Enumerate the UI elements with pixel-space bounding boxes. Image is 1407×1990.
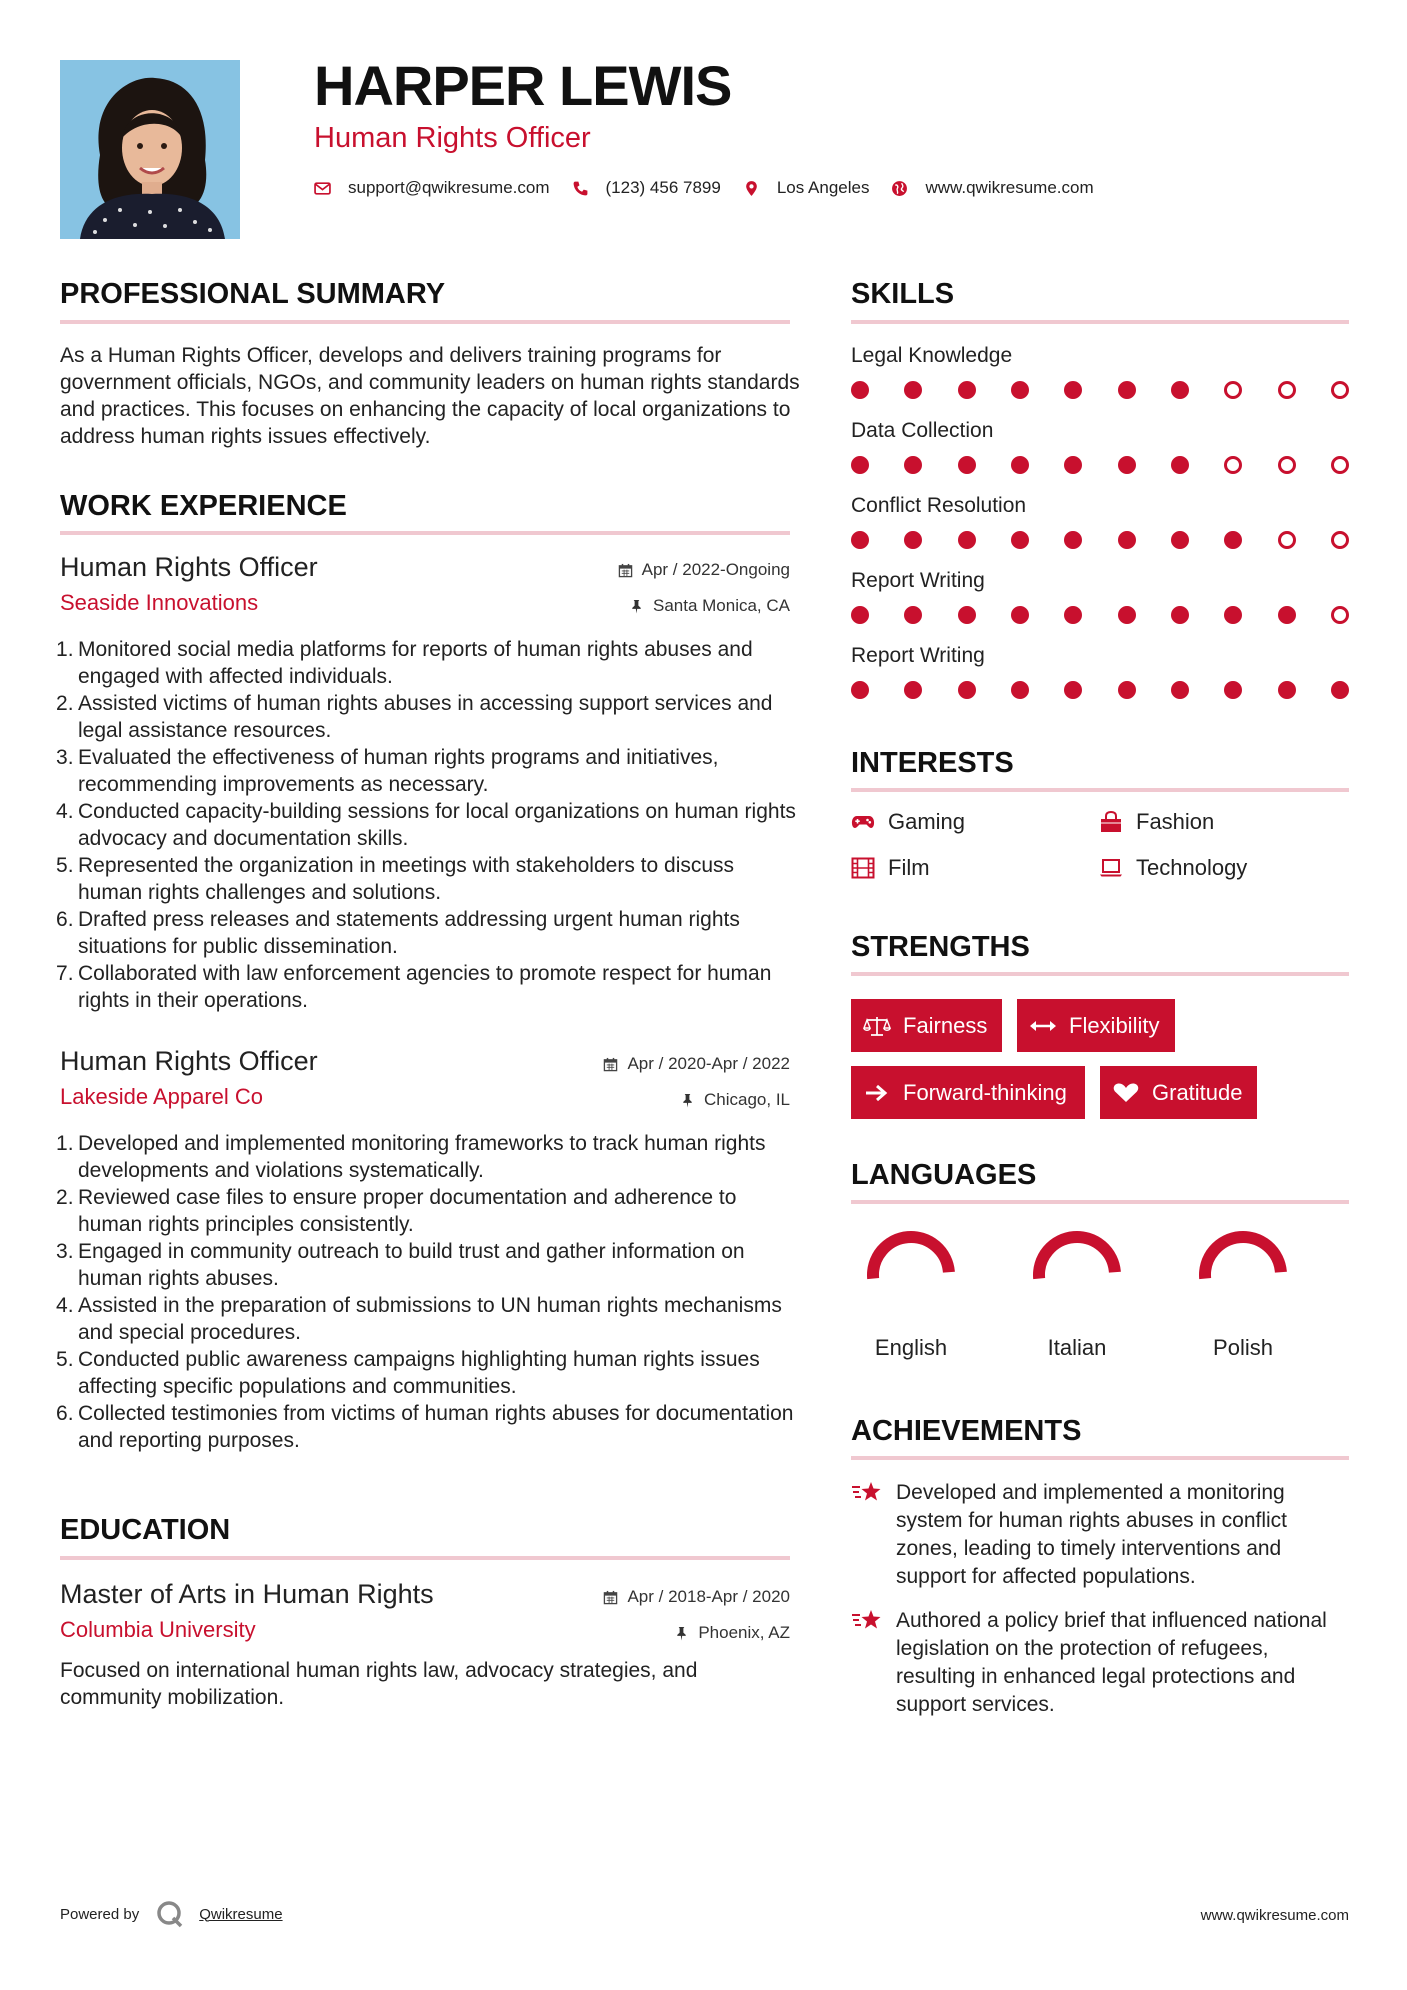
strength-tag-flexibility [1017, 999, 1175, 1052]
summary-heading: PROFESSIONAL SUMMARY [60, 278, 446, 310]
skill-dot-filled [1118, 456, 1136, 474]
strength-tag-gratitude [1100, 1066, 1257, 1119]
language-3-arc [1205, 1237, 1281, 1279]
job-2-date-text: Apr / 2020-Apr / 2022 [627, 1054, 790, 1073]
job-2-role: Human Rights Officer [60, 1046, 318, 1076]
experience-divider [60, 531, 790, 535]
contact-email[interactable] [314, 178, 550, 198]
list-item: Monitored social media platforms for reports of human rights abuses and engaged with affected individuals. [78, 638, 753, 688]
skill-dot-empty [1278, 456, 1296, 474]
achievement-1 [851, 1479, 1351, 1591]
skill-dot-filled [1171, 606, 1189, 624]
job-1-date-text: Apr / 2022-Ongoing [641, 560, 790, 579]
strength-label: Fairness [903, 1012, 988, 1038]
interest-fashion [1099, 809, 1214, 835]
skill-dot-filled [851, 681, 869, 699]
achievement-text: Developed and implemented a monitoring system for human rights abuses in conflict zones, leading to timely interventions and support for affected populations. [896, 1481, 1288, 1588]
skill-dot-filled [1171, 456, 1189, 474]
list-item: Conducted capacity-building sessions for local organizations on human rights advocacy and documentation skills. [78, 800, 796, 850]
language-label: Polish [1213, 1335, 1273, 1360]
skill-dot-empty [1331, 381, 1349, 399]
job-2-date [603, 1054, 790, 1074]
skill-dot-filled [1118, 681, 1136, 699]
skill-dot-filled [1011, 681, 1029, 699]
shooting-star-icon [851, 1479, 883, 1507]
skill-dot-filled [1064, 381, 1082, 399]
strength-label: Gratitude [1152, 1079, 1243, 1105]
candidate-name: HARPER LEWIS [314, 54, 732, 117]
strength-label: Flexibility [1069, 1012, 1160, 1038]
skill-dot-filled [904, 531, 922, 549]
job-2-duties [60, 1130, 800, 1454]
envelope-icon [314, 180, 331, 197]
job-1-date [618, 560, 790, 580]
interests-divider [851, 788, 1349, 792]
summary-divider [60, 320, 790, 324]
list-item: Collected testimonies from victims of human rights abuses for documentation and reporting purposes. [78, 1402, 794, 1452]
skill-dot-empty [1224, 381, 1242, 399]
map-marker-icon [743, 180, 760, 197]
shooting-star-icon [851, 1607, 883, 1635]
skill-dot-filled [1118, 606, 1136, 624]
contact-location [743, 178, 870, 198]
footer-website[interactable]: www.qwikresume.com [1200, 1907, 1349, 1924]
interest-label: Fashion [1136, 809, 1215, 834]
skill-4-name: Report Writing [851, 569, 985, 592]
job-2-location [680, 1090, 790, 1110]
skill-1-rating [851, 381, 1349, 401]
strength-tag-fairness [851, 999, 1002, 1052]
skill-dot-filled [1118, 531, 1136, 549]
language-label: English [874, 1335, 948, 1360]
skill-dot-filled [1064, 681, 1082, 699]
skill-dot-empty [1278, 531, 1296, 549]
shopping-bag-icon [1099, 811, 1123, 833]
education-location-text: Phoenix, AZ [698, 1623, 790, 1642]
strength-label: Forward-thinking [903, 1079, 1067, 1105]
summary-text: As a Human Rights Officer, develops and delivers training programs for government officials, NGOs, and community leaders on human rights standards and practices. This focuses on enhancing the capacity of local organizations to address human rights issues effectively. [60, 344, 800, 448]
powered-by-text: Powered by [60, 1905, 140, 1923]
job-2-location-text: Chicago, IL [704, 1090, 790, 1109]
languages-heading: LANGUAGES [851, 1159, 1037, 1191]
language-italian [1012, 1225, 1142, 1361]
achievements-divider [851, 1456, 1349, 1460]
arrows-horizontal-icon [1029, 1015, 1057, 1037]
skill-dot-empty [1331, 531, 1349, 549]
list-item: Engaged in community outreach to build trust and gather information on human rights abuses. [78, 1240, 745, 1290]
interest-technology [1099, 855, 1247, 881]
skill-dot-filled [1224, 531, 1242, 549]
skill-dot-filled [851, 606, 869, 624]
skill-dot-filled [851, 531, 869, 549]
job-1-location-text: Santa Monica, CA [652, 596, 790, 615]
experience-heading: WORK EXPERIENCE [60, 490, 347, 522]
list-item: Collaborated with law enforcement agencies to promote respect for human rights in their operations. [78, 962, 772, 1012]
skill-dot-empty [1278, 381, 1296, 399]
skill-dot-filled [851, 456, 869, 474]
interest-label: Technology [1136, 855, 1248, 880]
qwikresume-logo-icon [155, 1899, 185, 1929]
skill-dot-filled [1011, 381, 1029, 399]
skill-dot-filled [1064, 456, 1082, 474]
education-header [60, 1579, 790, 1649]
job-1-location [629, 596, 790, 616]
job-1-role: Human Rights Officer [60, 552, 318, 582]
portrait-illustration [60, 60, 240, 239]
skill-dot-filled [1224, 606, 1242, 624]
strengths-heading: STRENGTHS [851, 931, 1030, 963]
education-date [603, 1587, 790, 1607]
skill-dot-filled [1171, 531, 1189, 549]
skill-dot-filled [1278, 606, 1296, 624]
education-degree: Master of Arts in Human Rights [60, 1579, 434, 1609]
pushpin-icon [680, 1093, 695, 1108]
skill-dot-filled [1118, 381, 1136, 399]
skill-dot-filled [1011, 531, 1029, 549]
skill-2-rating [851, 456, 1349, 476]
skill-dot-filled [1331, 681, 1349, 699]
skill-dot-filled [1064, 531, 1082, 549]
film-icon [851, 857, 875, 879]
pushpin-icon [674, 1626, 689, 1641]
job-1-header [60, 552, 790, 622]
language-polish [1178, 1225, 1308, 1361]
skill-dot-empty [1331, 456, 1349, 474]
skill-dot-filled [1011, 456, 1029, 474]
globe-icon [891, 180, 908, 197]
skill-dot-filled [1224, 681, 1242, 699]
email-text: support@qwikresume.com [348, 178, 550, 197]
education-location [674, 1623, 790, 1643]
balance-scale-icon [863, 1015, 891, 1037]
list-item: Conducted public awareness campaigns highlighting human rights issues affecting specific populations and communities. [78, 1348, 760, 1398]
language-3-progress-ring [1193, 1225, 1293, 1325]
strengths-divider [851, 972, 1349, 976]
list-item: Assisted victims of human rights abuses in accessing support services and legal assistance resources. [78, 692, 773, 742]
skill-dot-filled [1278, 681, 1296, 699]
list-item: Assisted in the preparation of submissions to UN human rights mechanisms and special procedures. [78, 1294, 782, 1344]
education-date-text: Apr / 2018-Apr / 2020 [627, 1587, 790, 1606]
contact-bar [314, 178, 1116, 198]
education-divider [60, 1556, 790, 1560]
language-english [846, 1225, 976, 1361]
skill-dot-filled [904, 606, 922, 624]
skill-2-name: Data Collection [851, 419, 994, 442]
gamepad-icon [851, 811, 875, 833]
achievement-2 [851, 1607, 1351, 1719]
job-1-duties [60, 636, 800, 1014]
job-2-header [60, 1046, 790, 1116]
interest-film [851, 855, 930, 881]
skill-dot-filled [958, 381, 976, 399]
phone-icon [572, 180, 589, 197]
skill-3-name: Conflict Resolution [851, 494, 1027, 517]
education-school: Columbia University [60, 1617, 256, 1642]
job-2-company: Lakeside Apparel Co [60, 1084, 264, 1109]
skills-divider [851, 320, 1349, 324]
skill-dot-empty [1224, 456, 1242, 474]
language-1-progress-ring [861, 1225, 961, 1325]
footer-powered-by [60, 1899, 283, 1929]
language-1-arc [873, 1237, 949, 1279]
skill-3-rating [851, 531, 1349, 551]
skill-dot-filled [958, 531, 976, 549]
interest-label: Gaming [888, 809, 966, 834]
language-2-arc [1039, 1237, 1115, 1279]
achievements-heading: ACHIEVEMENTS [851, 1415, 1082, 1447]
calendar-icon [603, 1057, 618, 1072]
list-item: Reviewed case files to ensure proper documentation and adherence to human rights principles consistently. [78, 1186, 737, 1236]
skill-dot-filled [904, 456, 922, 474]
calendar-icon [603, 1590, 618, 1605]
calendar-icon [618, 563, 633, 578]
strength-tag-forward-thinking [851, 1066, 1085, 1119]
language-label: Italian [1047, 1335, 1107, 1360]
contact-website[interactable] [891, 178, 1093, 198]
contact-phone[interactable] [572, 178, 721, 198]
language-2-progress-ring [1027, 1225, 1127, 1325]
heart-icon [1112, 1082, 1140, 1104]
education-description: Focused on international human rights law, advocacy strategies, and community mobilization. [60, 1659, 698, 1709]
brand-link[interactable]: Qwikresume [199, 1905, 283, 1923]
skill-dot-filled [904, 381, 922, 399]
pushpin-icon [629, 599, 644, 614]
interest-gaming [851, 809, 965, 835]
profile-photo [60, 60, 240, 239]
list-item: Developed and implemented monitoring frameworks to track human rights developments and violations systematically. [78, 1132, 766, 1182]
website-text: www.qwikresume.com [925, 178, 1094, 197]
skill-dot-filled [1064, 606, 1082, 624]
list-item: Evaluated the effectiveness of human rights programs and initiatives, recommending improvements as necessary. [78, 746, 719, 796]
achievement-text: Authored a policy brief that influenced national legislation on the protection of refugees, resulting in enhanced legal protections and support services. [896, 1609, 1327, 1716]
arrow-right-icon [863, 1082, 891, 1104]
interests-heading: INTERESTS [851, 747, 1014, 779]
skill-dot-filled [1171, 681, 1189, 699]
skill-dot-filled [1171, 381, 1189, 399]
skill-dot-filled [958, 681, 976, 699]
skill-1-name: Legal Knowledge [851, 344, 1013, 367]
skill-dot-filled [904, 681, 922, 699]
skill-5-name: Report Writing [851, 644, 985, 667]
list-item: Drafted press releases and statements addressing urgent human rights situations for public dissemination. [78, 908, 740, 958]
education-heading: EDUCATION [60, 1514, 231, 1546]
skill-4-rating [851, 606, 1349, 626]
candidate-title: Human Rights Officer [314, 122, 591, 154]
location-text: Los Angeles [776, 178, 870, 197]
languages-divider [851, 1200, 1349, 1204]
list-item: Represented the organization in meetings with stakeholders to discuss human rights challenges and solutions. [78, 854, 735, 904]
skill-dot-filled [958, 606, 976, 624]
job-1-company: Seaside Innovations [60, 590, 259, 615]
phone-text: (123) 456 7899 [605, 178, 721, 197]
skill-dot-filled [851, 381, 869, 399]
interest-label: Film [888, 855, 930, 880]
skill-dot-filled [958, 456, 976, 474]
skill-5-rating [851, 681, 1349, 701]
skills-heading: SKILLS [851, 278, 955, 310]
laptop-icon [1099, 857, 1123, 879]
skill-dot-empty [1331, 606, 1349, 624]
skill-dot-filled [1011, 606, 1029, 624]
